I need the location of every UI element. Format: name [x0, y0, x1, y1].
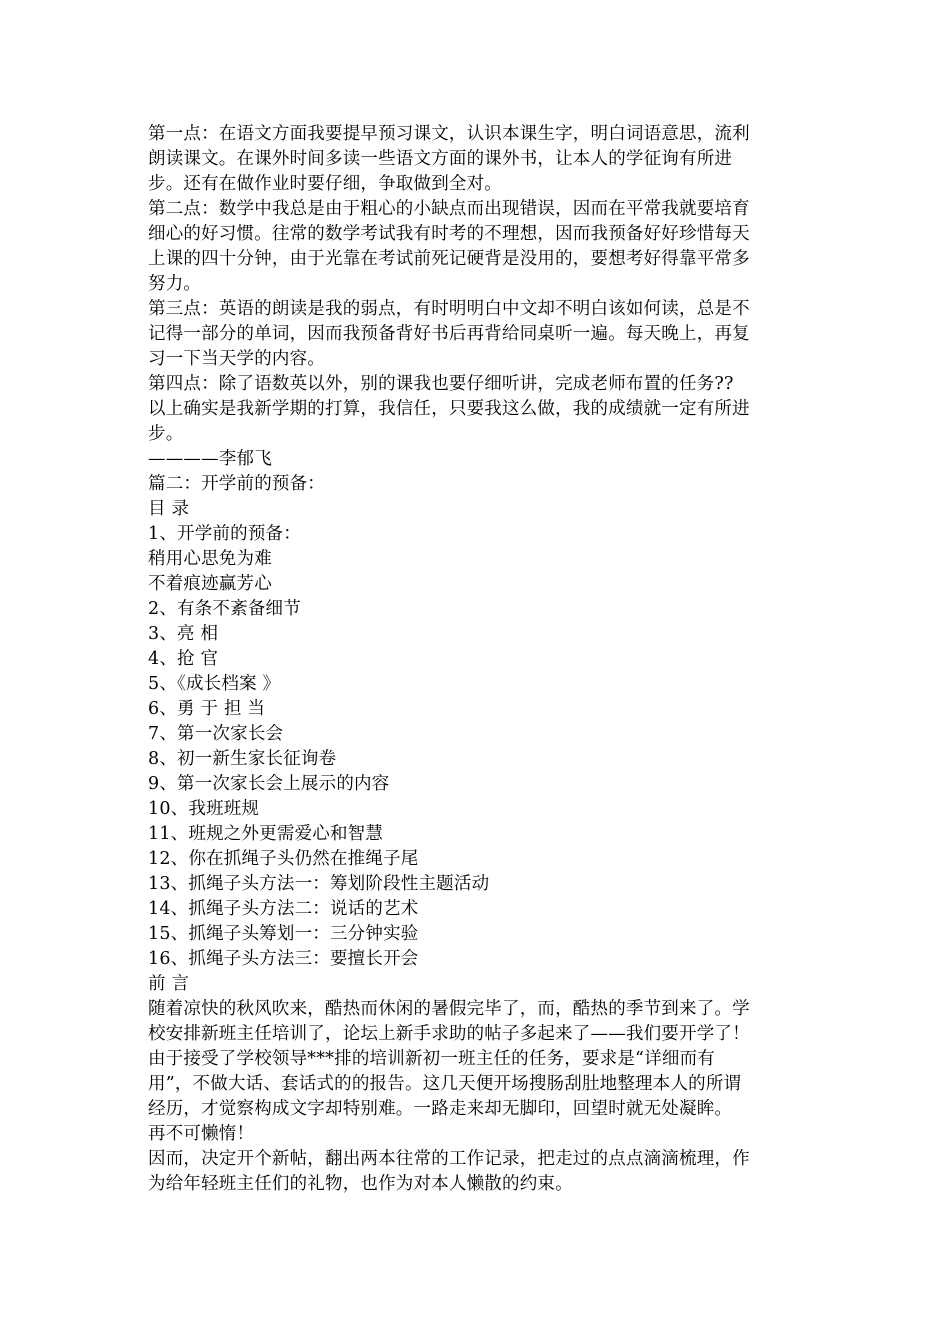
toc-item: 3、亮 相: [148, 624, 219, 644]
text-line: 由于接受了学校领导***排的培训新初一班主任的任务，要求是“详细而有: [148, 1049, 715, 1069]
text-line: 第四点：除了语数英以外，别的课我也要仔细听讲，完成老师布置的任务??: [148, 374, 734, 394]
toc-item: 9、第一次家长会上展示的内容: [148, 774, 390, 794]
text-line: 上课的四十分钟，由于光靠在考试前死记硬背是没用的，要想考好得靠平常多: [148, 249, 750, 269]
text-line: 因而，决定开个新帖，翻出两本往常的工作记录，把走过的点点滴滴梳理，作: [148, 1149, 750, 1169]
toc-item: 6、勇 于 担 当: [148, 699, 266, 719]
toc-item: 稍用心思免为难: [148, 549, 272, 569]
text-line: 校安排新班主任培训了，论坛上新手求助的帖子多起来了——我们要开学了！: [148, 1024, 750, 1044]
text-line: 努力。: [148, 274, 202, 294]
toc-item: 不着痕迹赢芳心: [148, 574, 272, 594]
text-line: 为给年轻班主任们的礼物，也作为对本人懒散的约束。: [148, 1174, 573, 1194]
toc-item: 10、我班班规: [148, 799, 260, 819]
text-line: 记得一部分的单词，因而我预备背好书后再背给同桌听一遍。每天晚上，再复: [148, 324, 750, 344]
text-line: 第一点：在语文方面我要提早预习课文，认识本课生字，明白词语意思，流利: [148, 124, 750, 144]
toc-item: 14、抓绳子头方法二：说话的艺术: [148, 899, 419, 919]
text-line: 再不可懒惰！: [148, 1124, 255, 1144]
toc-item: 16、抓绳子头方法三：要擅长开会: [148, 949, 419, 969]
text-line: 步。还有在做作业时要仔细，争取做到全对。: [148, 174, 502, 194]
toc-item: 8、初一新生家长征询卷: [148, 749, 337, 769]
toc-item: 11、班规之外更需爱心和智慧: [148, 824, 384, 844]
text-line: 朗读课文。在课外时间多读一些语文方面的课外书，让本人的学征询有所进: [148, 149, 733, 169]
text-line: 习一下当天学的内容。: [148, 349, 325, 369]
text-line: 以上确实是我新学期的打算，我信任，只要我这么做，我的成绩就一定有所进: [148, 399, 750, 419]
text-line: 细心的好习惯。往常的数学考试我有时考的不理想，因而我预备好好珍惜每天: [148, 224, 750, 244]
toc-item: 4、抢 官: [148, 649, 219, 669]
toc-item: 7、第一次家长会: [148, 724, 284, 744]
text-line: 步。: [148, 424, 184, 444]
toc-item: 2、有条不紊备细节: [148, 599, 301, 619]
section-heading: 篇二：开学前的预备：: [148, 474, 325, 494]
toc-item: 5、《成长档案 》: [148, 674, 281, 694]
toc-item: 12、你在抓绳子头仍然在推绳子尾: [148, 849, 419, 869]
text-line: 第二点：数学中我总是由于粗心的小缺点而出现错误，因而在平常我就要培育: [148, 199, 750, 219]
document-page: [148, 122, 808, 1197]
text-line: 经历，才觉察构成文字却特别难。一路走来却无脚印，回望时就无处凝眸。: [148, 1099, 733, 1119]
text-line: 第三点：英语的朗读是我的弱点，有时明明白中文却不明白该如何读，总是不: [148, 299, 750, 319]
toc-heading: 目 录: [148, 499, 190, 519]
text-line: 随着凉快的秋风吹来，酷热而休闲的暑假完毕了，而，酷热的季节到来了。学: [148, 999, 750, 1019]
text-line: 用”，不做大话、套话式的的报告。这几天便开场搜肠刮肚地整理本人的所谓: [148, 1074, 742, 1094]
toc-item: 15、抓绳子头筹划一：三分钟实验: [148, 924, 419, 944]
author-signature: ————李郁飞: [148, 449, 272, 469]
toc-item: 1、开学前的预备：: [148, 524, 301, 544]
preface-heading: 前 言: [148, 974, 190, 994]
toc-item: 13、抓绳子头方法一：筹划阶段性主题活动: [148, 874, 490, 894]
